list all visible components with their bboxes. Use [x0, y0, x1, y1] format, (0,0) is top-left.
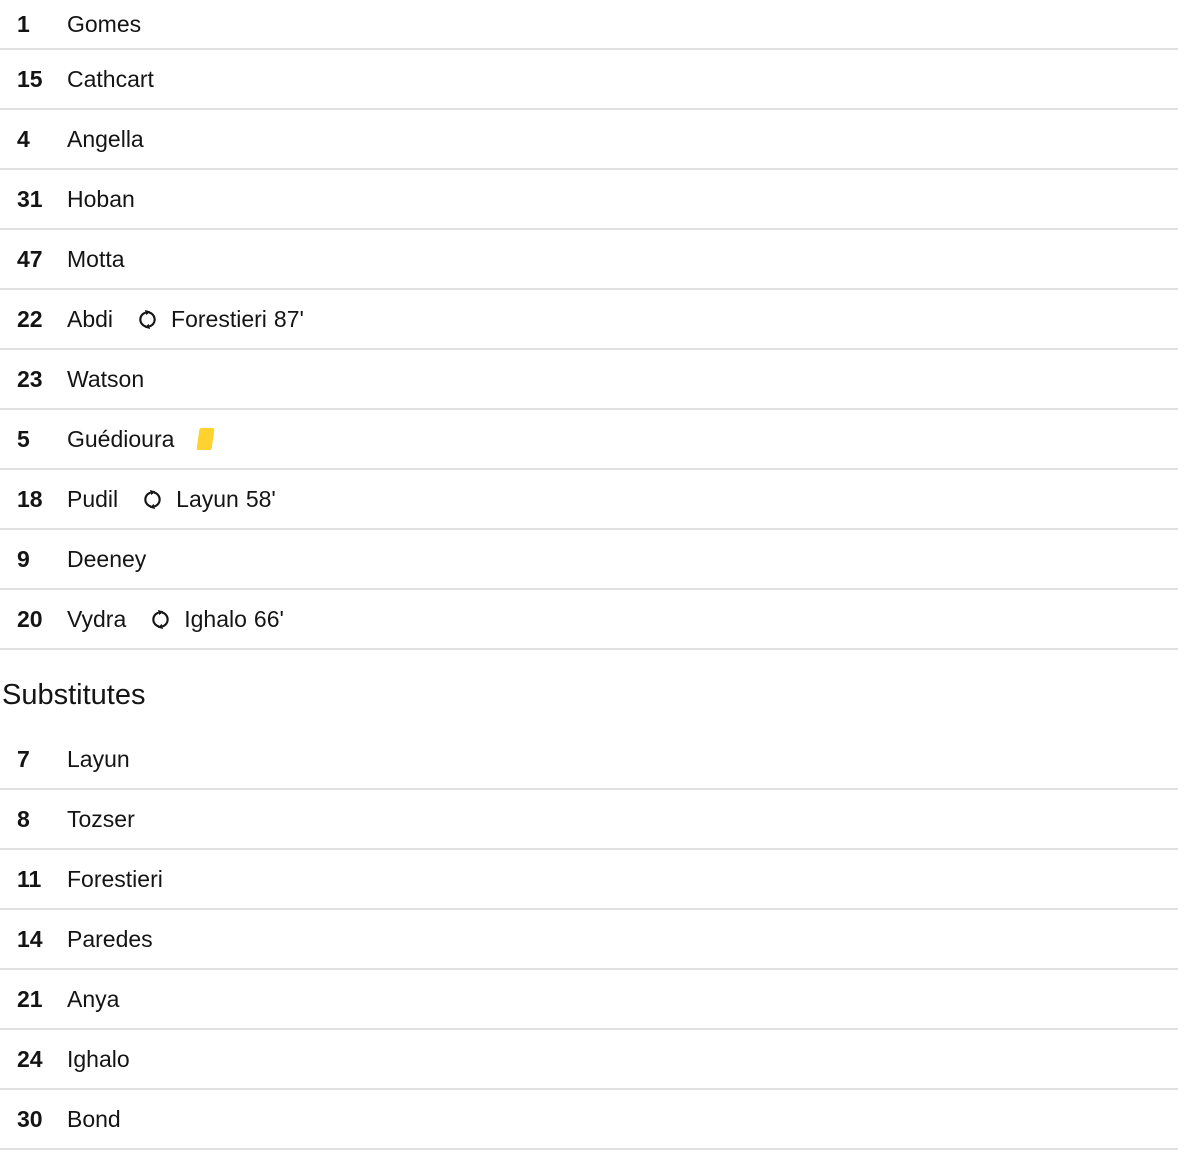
shirt-number: 11	[17, 865, 42, 892]
substitution-minute: 58'	[245, 485, 276, 512]
shirt-number: 4	[17, 125, 30, 152]
player-row	[0, 1090, 1178, 1150]
player-name: Pudil	[67, 485, 119, 512]
player-name: Abdi	[67, 305, 114, 332]
substitution-info	[137, 305, 304, 332]
shirt-number: 23	[17, 365, 43, 392]
shirt-number: 8	[17, 805, 30, 832]
player-row	[0, 350, 1178, 410]
player-name: Anya	[67, 985, 120, 1012]
player-row	[0, 970, 1178, 1030]
player-row	[0, 50, 1178, 110]
substitutes-heading: Substitutes	[2, 679, 146, 711]
substitute-on-name: Forestieri	[171, 305, 267, 332]
shirt-number: 14	[17, 925, 43, 952]
player-row	[0, 910, 1178, 970]
player-row	[0, 230, 1178, 290]
player-name: Vydra	[67, 605, 127, 632]
shirt-number: 30	[17, 1105, 43, 1132]
player-row	[0, 530, 1178, 590]
substitute-on-name: Ighalo	[184, 605, 247, 632]
player-name: Guédioura	[67, 425, 175, 452]
player-row	[0, 470, 1178, 530]
shirt-number: 24	[17, 1045, 43, 1072]
substitution-info	[142, 485, 276, 512]
shirt-number: 47	[17, 245, 43, 272]
shirt-number: 15	[17, 65, 43, 92]
player-name: Gomes	[67, 10, 142, 37]
yellow-card-icon	[197, 428, 215, 450]
shirt-number: 9	[17, 545, 30, 572]
player-row	[0, 790, 1178, 850]
player-name: Angella	[67, 125, 144, 152]
shirt-number: 22	[17, 305, 43, 332]
player-row	[0, 850, 1178, 910]
player-row	[0, 0, 1178, 50]
shirt-number: 31	[17, 185, 43, 212]
player-name: Bond	[67, 1105, 121, 1132]
substitution-minute: 87'	[273, 305, 304, 332]
substitutes-list	[0, 730, 1178, 1150]
player-name: Forestieri	[67, 865, 163, 892]
shirt-number: 20	[17, 605, 43, 632]
substitution-minute: 66'	[253, 605, 284, 632]
player-row	[0, 110, 1178, 170]
substitution-info	[150, 605, 284, 632]
player-name: Watson	[67, 365, 145, 392]
shirt-number: 18	[17, 485, 43, 512]
player-row	[0, 410, 1178, 470]
player-name: Cathcart	[67, 65, 154, 92]
player-name: Motta	[67, 245, 125, 272]
substitute-on-name: Layun	[176, 485, 239, 512]
player-name: Paredes	[67, 925, 153, 952]
player-row	[0, 1030, 1178, 1090]
shirt-number: 7	[17, 745, 30, 772]
player-row	[0, 170, 1178, 230]
player-row	[0, 290, 1178, 350]
player-row	[0, 730, 1178, 790]
substitution-icon	[137, 309, 158, 330]
shirt-number: 1	[17, 10, 30, 37]
player-name: Layun	[67, 745, 130, 772]
player-name: Ighalo	[67, 1045, 130, 1072]
substitution-icon	[150, 609, 171, 630]
shirt-number: 5	[17, 425, 30, 452]
player-name: Hoban	[67, 185, 135, 212]
shirt-number: 21	[17, 985, 43, 1012]
player-name: Deeney	[67, 545, 147, 572]
substitution-icon	[142, 489, 163, 510]
player-name: Tozser	[67, 805, 135, 832]
player-row	[0, 590, 1178, 650]
